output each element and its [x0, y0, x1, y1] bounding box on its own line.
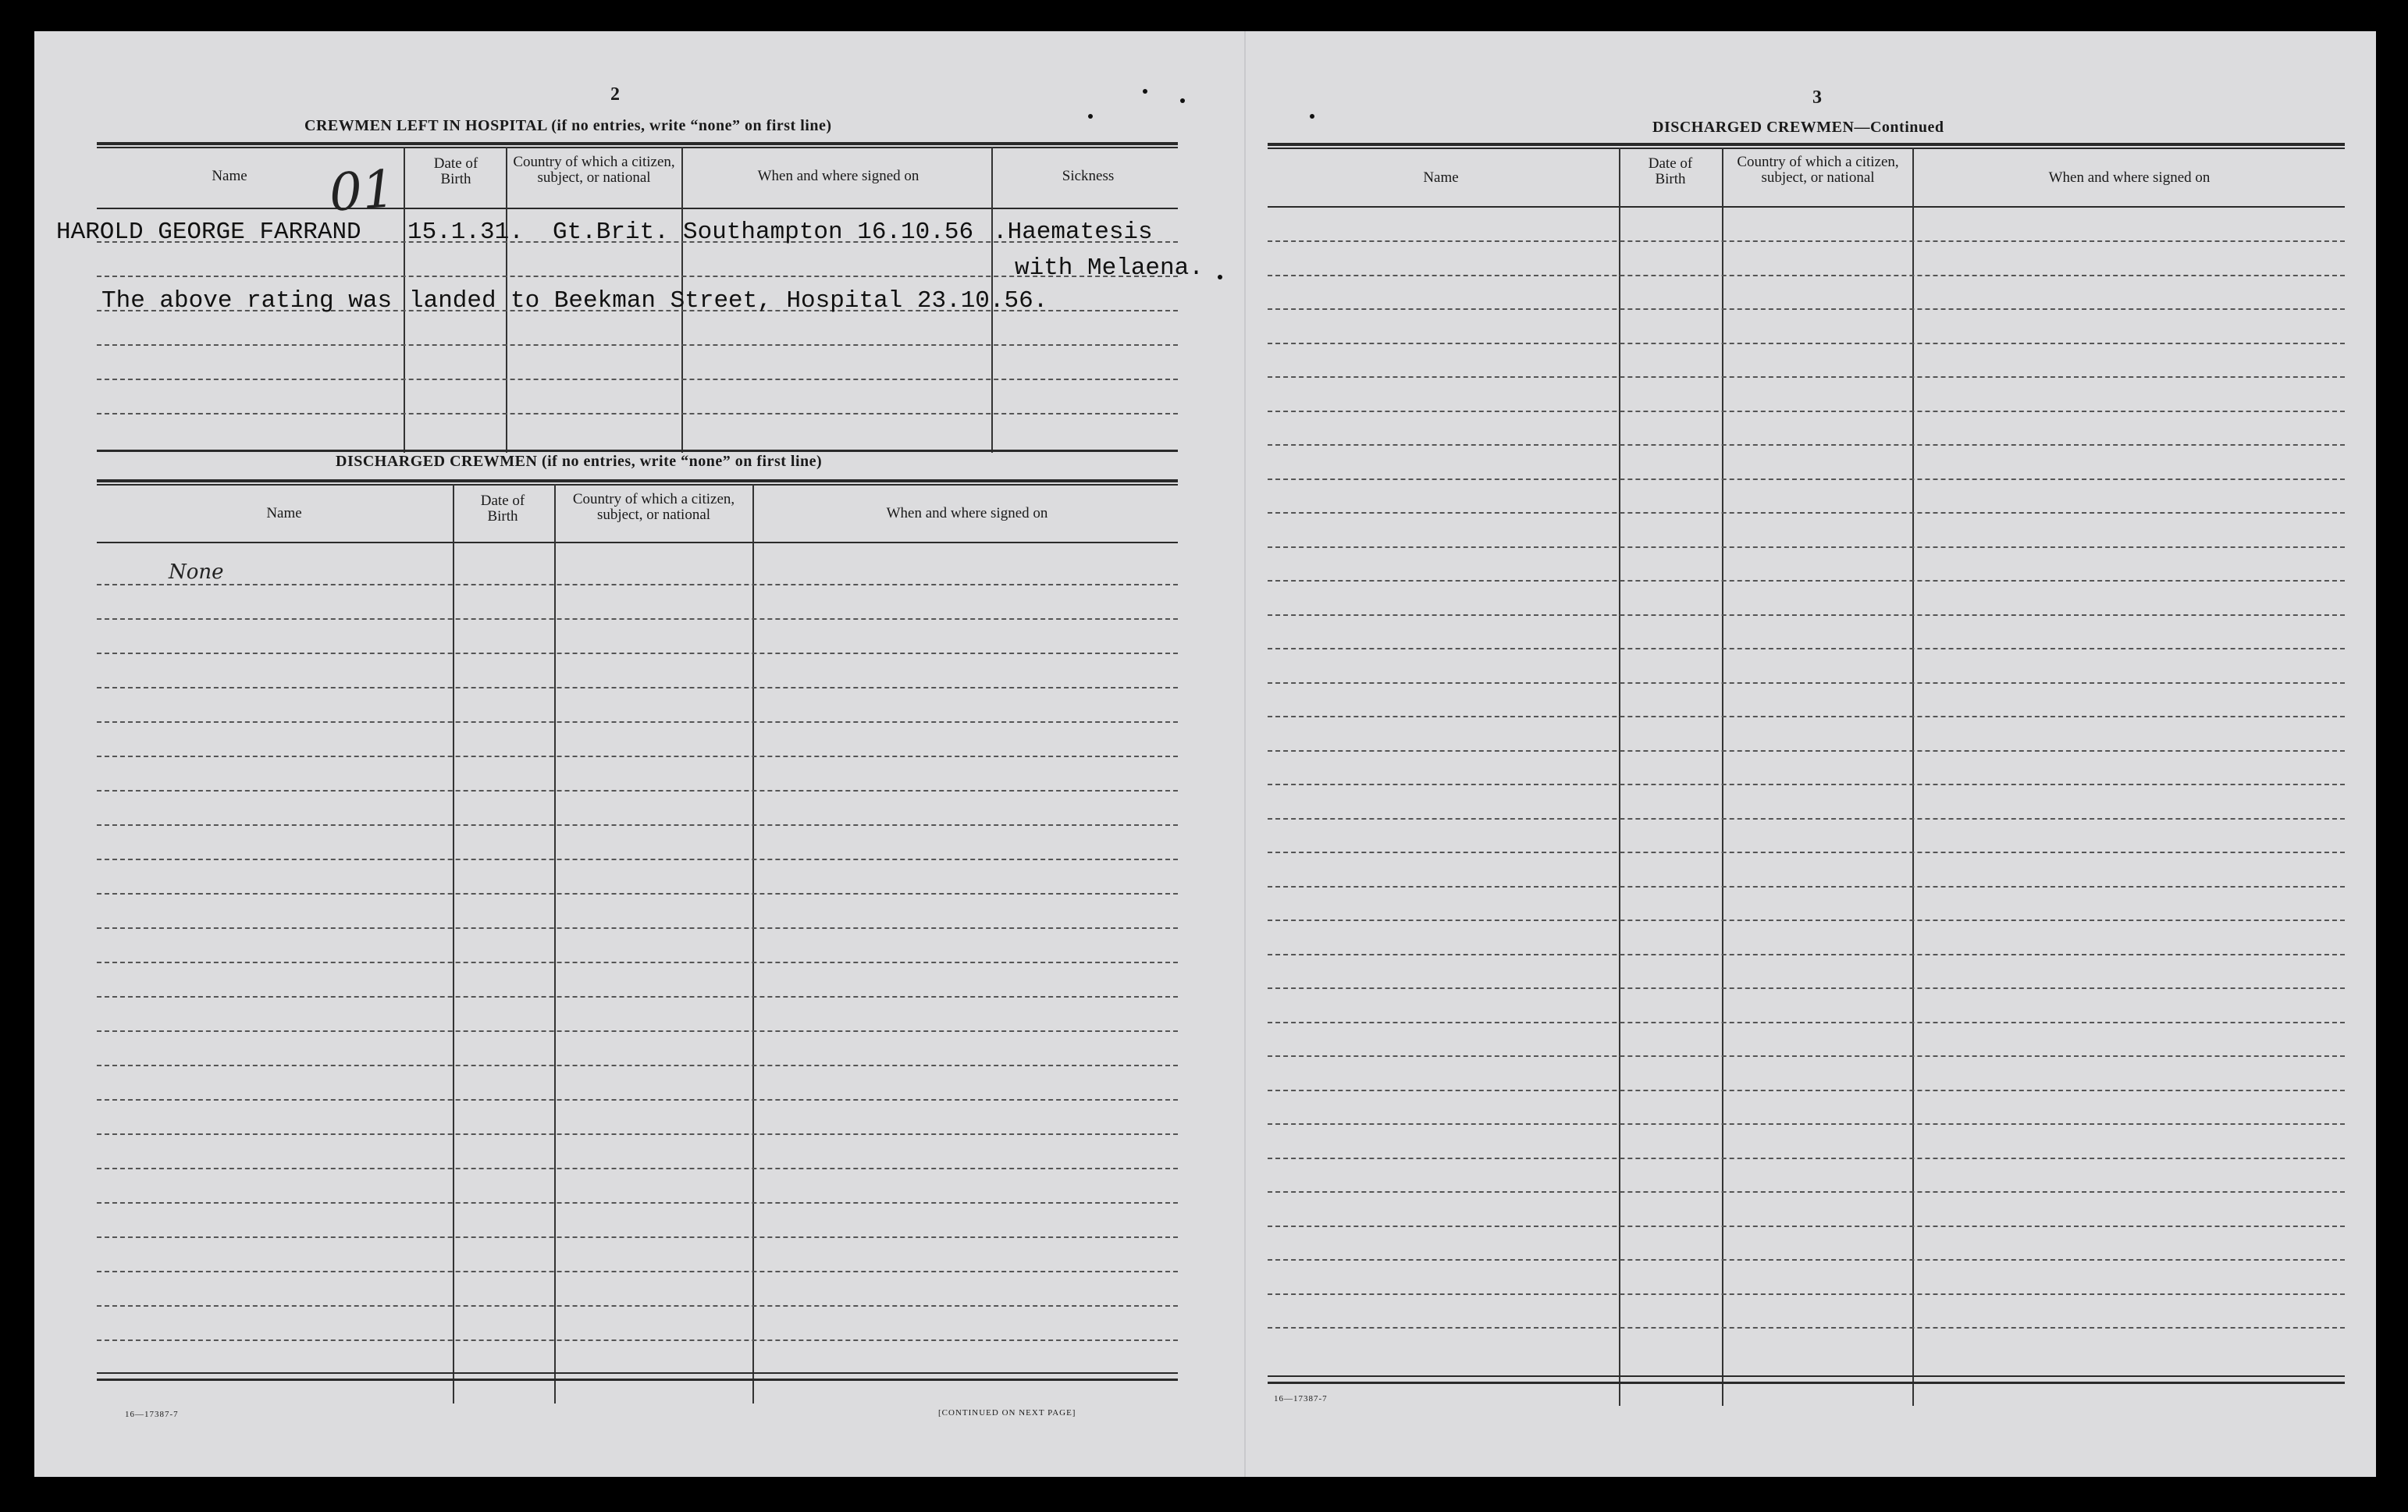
col-header-country: Country of which a citizen, subject, or national [1737, 154, 1899, 186]
row-line [97, 824, 1178, 826]
col-header-name: Name [212, 168, 247, 184]
hospital-section-heading: CREWMEN LEFT IN HOSPITAL (if no entries, write “none” on first line) [304, 117, 832, 134]
row-line [97, 962, 1178, 963]
row-line [97, 1099, 1178, 1101]
row-line [1268, 275, 2345, 276]
col-header-name: Name [266, 505, 302, 521]
discharged-section-heading: DISCHARGED CREWMEN (if no entries, write “none” on first line) [336, 453, 823, 470]
scan-speck [1218, 275, 1222, 279]
column-divider [453, 484, 454, 1403]
row-line [97, 790, 1178, 792]
row-line [1268, 479, 2345, 480]
row-line [1268, 1191, 2345, 1193]
col-header-dob: Date of Birth [480, 493, 525, 525]
form-number: 16—17387-7 [1274, 1394, 1328, 1403]
column-divider [506, 147, 507, 453]
table-top-rule [97, 142, 1178, 145]
column-divider [1722, 148, 1723, 1406]
row-line [1268, 818, 2345, 820]
row-line [1268, 784, 2345, 785]
row-line [97, 927, 1178, 929]
document-sheet [34, 31, 2376, 1477]
row-line [97, 653, 1178, 654]
table-top-rule [1268, 143, 2345, 146]
scan-speck [1310, 114, 1314, 119]
form-number: 16—17387-7 [125, 1410, 179, 1419]
row-line [97, 1133, 1178, 1135]
row-line [97, 721, 1178, 723]
row-line [97, 1202, 1178, 1204]
row-line [97, 584, 1178, 585]
table-header-rule [1268, 206, 2345, 208]
row-line [97, 1168, 1178, 1169]
table-top-rule [97, 484, 1178, 486]
col-header-name: Name [1423, 169, 1459, 186]
table-bottom-rule [97, 1372, 1178, 1374]
table-bottom-rule [1268, 1382, 2345, 1384]
row-line [1268, 1293, 2345, 1295]
table-top-rule [97, 147, 1178, 148]
row-line [1268, 512, 2345, 514]
continued-note: [CONTINUED ON NEXT PAGE] [938, 1408, 1076, 1418]
row-line [97, 1236, 1178, 1238]
hospital-note: to Beekman Street, Hospital 23.10.56. [510, 287, 1048, 315]
scan-speck [1088, 114, 1093, 119]
row-line [97, 379, 1178, 380]
row-line [1268, 750, 2345, 752]
column-divider [1619, 148, 1620, 1406]
row-line [97, 1339, 1178, 1341]
row-line [97, 413, 1178, 414]
col-header-dob: Date of Birth [433, 155, 478, 187]
table-top-rule [97, 479, 1178, 482]
row-line [1268, 1259, 2345, 1261]
hospital-note: The above rating was [101, 287, 393, 315]
row-line [1268, 240, 2345, 242]
row-line [97, 756, 1178, 757]
row-line [1268, 1226, 2345, 1227]
row-line [1268, 954, 2345, 955]
table-bottom-rule [1268, 1375, 2345, 1377]
discharged-none-entry: None [169, 560, 224, 584]
crewman-dob: 15.1.31. [407, 219, 524, 246]
left-page [34, 31, 1244, 1477]
column-divider [404, 147, 405, 453]
table-bottom-rule [97, 1379, 1178, 1381]
row-line [1268, 376, 2345, 378]
crewman-country: Gt.Brit. [553, 219, 669, 246]
column-divider [752, 484, 754, 1403]
row-line [97, 344, 1178, 346]
handwritten-mark: 01 [327, 158, 397, 223]
row-line [1268, 1123, 2345, 1125]
row-line [97, 1030, 1178, 1032]
col-header-signed-on: When and where signed on [757, 168, 919, 184]
crewman-name: HAROLD GEORGE FARRAND [56, 219, 361, 246]
row-line [97, 687, 1178, 688]
row-line [1268, 886, 2345, 888]
row-line [97, 618, 1178, 620]
row-line [97, 1065, 1178, 1066]
row-line [97, 859, 1178, 860]
col-header-signed-on: When and where signed on [2048, 169, 2211, 186]
table-header-rule [97, 542, 1178, 543]
crewman-sickness-cont: with Melaena. [1015, 254, 1204, 282]
row-line [1268, 411, 2345, 412]
table-bottom-rule [97, 450, 1178, 452]
col-header-country: Country of which a citizen, subject, or national [572, 491, 735, 523]
crewman-sickness: .Haematesis [993, 219, 1153, 246]
row-line [1268, 1158, 2345, 1159]
table-header-rule [97, 208, 1178, 209]
row-line [97, 996, 1178, 998]
discharged-continued-heading: DISCHARGED CREWMEN—Continued [1652, 119, 1944, 136]
right-page [1246, 31, 2376, 1477]
scan-speck [1143, 89, 1147, 94]
row-line [1268, 580, 2345, 582]
hospital-note: landed [409, 287, 496, 315]
row-line [1268, 444, 2345, 446]
col-header-dob: Date of Birth [1648, 155, 1693, 187]
col-header-sickness: Sickness [1062, 168, 1115, 184]
row-line [1268, 1090, 2345, 1091]
row-line [1268, 852, 2345, 853]
row-line [1268, 648, 2345, 649]
row-line [1268, 343, 2345, 344]
row-line [97, 1271, 1178, 1272]
page-number: 3 [1812, 87, 1822, 108]
col-header-signed-on: When and where signed on [886, 505, 1048, 521]
col-header-country: Country of which a citizen, subject, or national [513, 154, 675, 186]
row-line [1268, 920, 2345, 921]
column-divider [1912, 148, 1914, 1406]
row-line [1268, 987, 2345, 989]
table-top-rule [1268, 148, 2345, 149]
row-line [97, 1305, 1178, 1307]
row-line [1268, 546, 2345, 548]
row-line [1268, 1022, 2345, 1023]
column-divider [554, 484, 556, 1403]
row-line [1268, 308, 2345, 310]
page-number: 2 [610, 84, 620, 105]
row-line [1268, 614, 2345, 616]
row-line [97, 893, 1178, 895]
row-line [1268, 682, 2345, 684]
row-line [1268, 716, 2345, 717]
scan-speck [1180, 98, 1185, 103]
row-line [1268, 1055, 2345, 1057]
row-line [1268, 1327, 2345, 1329]
crewman-signed-on: Southampton 16.10.56 [683, 219, 974, 246]
